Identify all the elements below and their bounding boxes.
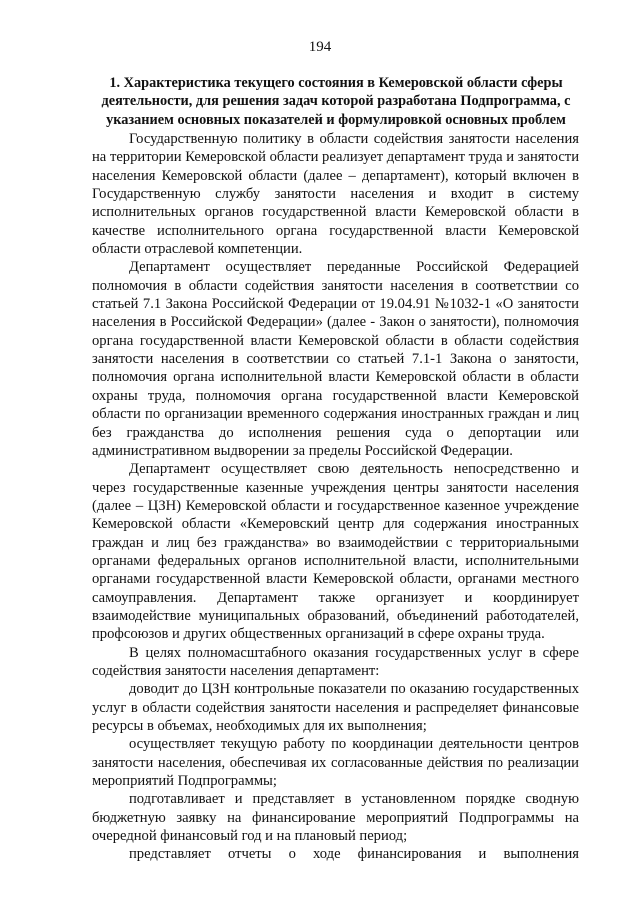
list-item-targets: доводит до ЦЗН контрольные показатели по оказанию государственных услуг в области содействия занятости населения и распределяет финансовые ресурсы в объемах, необходимых для их выполнения; [92,681,579,734]
paragraph-delegated-powers: Департамент осуществляет переданные Российской Федерацией полномочия в области содействия занятости населения в соответствии со статьей 7.1 Закона Российской Федерации от 19.04.91 №1032-1 «О занятости населения в Российской Федерации» (далее - Закон о занятости), полномочия органа государственной власти Кемеровской области в области содействия занятости населения в соответствии со статьей 7.1-1 Закона о занятости, полномочия органа исполнительной власти Кемеровской области в области охраны труда, полномочия органа государственной власти Кемеровской области по организации временного содержания иностранных граждан и лиц без гражданства до исполнения решения суда о депортации или административном выдворении за пределы Российской Федерации. [92,259,579,459]
section-heading: 1. Характеристика текущего состояния в Кемеровской области сферы деятельности, для решения задач которой разработана Подпрограмма, с указанием основных показателей и формулировкой основных проблем [101,75,571,128]
page-number: 194 [308,39,332,55]
list-item-budget: подготавливает и представляет в установленном порядке сводную бюджетную заявку на финансирование мероприятий Подпрограммы на очередной финансовый год и на плановый период; [92,791,579,845]
list-item-reports: представляет отчеты о ходе финансирования и выполнения [129,846,579,863]
document-body [92,130,579,864]
list-item-coordination: осуществляет текущую работу по координации деятельности центров занятости населения, обеспечивая их согласованные действия по реализации мероприятий Подпрограммы; [92,736,579,790]
paragraph-services-intro: В целях полномасштабного оказания государственных услуг в сфере содействия занятости населения департамент: [92,644,579,679]
paragraph-state-policy: Государственную политику в области содействия занятости населения на территории Кемеровской области реализует департамент труда и занятости населения Кемеровской области (далее – департамент), который включен в Государственную службу занятости населения и входит в систему исполнительных органов государственной власти Кемеровской области в качестве исполнительного органа государственной власти Кемеровской области отраслевой компетенции. [92,131,579,258]
paragraph-activities: Департамент осуществляет свою деятельность непосредственно и через государственные казенные учреждения центры занятости населения (далее – ЦЗН) Кемеровской области и государственное казенное учреждение Кемеровской области «Кемеровский центр для содержания иностранных граждан и лиц без гражданства» во взаимодействии с территориальными органами федеральных органов исполнительной власти, исполнительными органами государственной власти Кемеровской области, органами местного самоуправления. Департамент также организует и координирует взаимодействие муниципальных образований, объединений работодателей, профсоюзов и других общественных организаций в сфере охраны труда. [92,461,579,643]
